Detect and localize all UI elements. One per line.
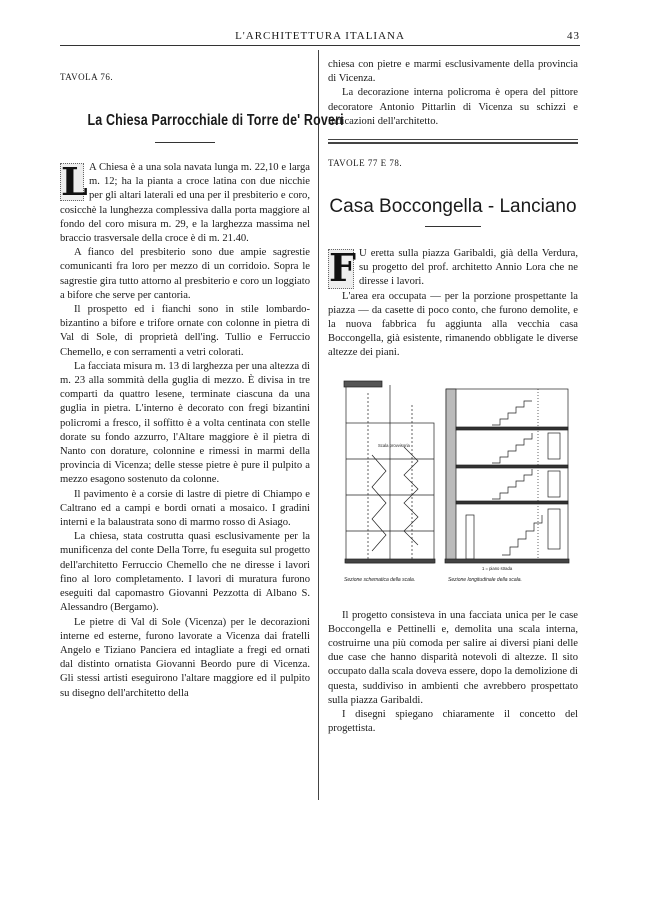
plate-label-left: TAVOLA 76. — [60, 72, 114, 82]
paragraph: I disegni spiegano chiaramente il concetto del progettista. — [328, 709, 578, 735]
column-divider — [318, 50, 319, 800]
paragraph: Il prospetto ed i fianchi sono in stile lombardo-bizantino a bifore e trifore ornate con colonne in pietra di Val di Sole, di proprietà dell'ing. Tullio e Ferruccio Chemello, e con serramenti a vetri colorati. — [60, 304, 310, 358]
header-rule — [60, 45, 580, 46]
paragraph: L'area era occupata — per la porzione prospettante la piazza — da casette di poco conto, che furono demolite, e la nuova fabbrica fu aggiunta alla vecchia casa Boccongella, già esistente, rimanendo obbligate le diverse altezze dei piani. — [328, 290, 578, 359]
page-number: 43 — [567, 30, 580, 42]
journal-title: L'ARCHITETTURA ITALIANA — [235, 30, 405, 42]
left-column — [60, 58, 344, 701]
paragraph: F U eretta sulla piazza Garibaldi, già della Verdura, su progetto del prof. architetto Annio Lora che ne diresse i lavori. — [329, 245, 578, 291]
article-body-right — [328, 247, 578, 361]
right-column — [328, 58, 578, 736]
paragraph: La facciata misura m. 13 di larghezza per una altezza di m. 23 alla sommità della guglia di mezzo. È divisa in tre comparti da quattro lesene, terminate ciascuna da una guglia in pietra. L'interno è decorato con fregi bizantini policromi a fresco, il soffitto è a volta centinata con stelle dorate su fondo azzurro, l'Altare maggiore è il pietra di Nanto con dorature, colonnine e rimessi in marmi della provincia di Vicenza; delle stesse pietre è pure il pulpito a mezzo esagono sostenuto da colonne. — [60, 360, 310, 486]
title-rule-left — [155, 142, 215, 143]
plate-label-right: TAVOLE 77 E 78. — [328, 158, 403, 169]
paragraph: A fianco del presbiterio sono due ampie sagrestie comunicanti fra loro per mezzo di un corridoio. Sopra le sagrestie gira tutto attorno al presbiterio e coro un loggiato a bifore che serve per cantoria. — [60, 247, 310, 301]
running-header — [60, 30, 580, 44]
article-body-left — [60, 161, 310, 701]
figure-caption-left: Sezione schematica della scala. — [344, 576, 416, 583]
staircase-section-drawing — [342, 375, 572, 587]
drawing-label: 1 = piano strada — [482, 565, 513, 571]
paragraph: Il pavimento è a corsie di lastre di pietre di Chiampo e Caltrano ed a campi e bordi ornati a mosaico. I gradini interni e la balaustrata sono di marmo rosso di Asiago. — [60, 488, 310, 529]
drop-cap-f: F — [329, 245, 356, 291]
article-title-left: La Chiesa Parrocchiale di Torre de' Roveri — [87, 112, 344, 129]
title-rule-right — [425, 226, 481, 227]
continuation-paragraph: La decorazione interna policroma è opera del pittore decoratore Antonio Pittarlin di Vicenza su schizzi e indicazioni dell'architetto. — [328, 87, 578, 127]
article-body-right-continued — [328, 609, 578, 737]
article-title-right: Casa Boccongella - Lanciano — [329, 196, 577, 218]
paragraph: L A Chiesa è a una sola navata lunga m. 22,10 e larga m. 12; ha la pianta a croce latina con due nicchie per gli altari laterali ed una per il presbiterio e coro, cosicchè la lunghezza complessiva dalla porta maggiore al fondo del coro misura m. 29, e la larghezza massima nel braccio trasversale della croce è di m. 21.40. — [60, 159, 310, 245]
drawing-label: Scala provvisoria — [378, 442, 410, 448]
paragraph: Le pietre di Val di Sole (Vicenza) per le decorazioni interne ed esterne, furono lavorate a Vicenza dai fratelli Angelo e Tiziano Panciera ed intagliate a fregi ed ornati dal distinto ornatista Giovanni Beordo pure di Vicenza. Gli stessi artisti eseguirono l'altare maggiore ed il pulpito su disegno dell'architetto della — [60, 616, 310, 699]
figure-caption-right: Sezione longitudinale della scala. — [448, 576, 522, 583]
architectural-drawing-svg — [342, 375, 572, 575]
section-divider — [328, 139, 578, 144]
paragraph: Il progetto consisteva in una facciata unica per le case Boccongella e Pettinelli e, demolita una scala interna, costruirne una più comoda per salire ai diversi piani delle due case che hanno disparità notevoli di altezze. Il sito occupato dalla scala doveva essere, dopo la demolizione di questa, suddiviso in ambienti che avrebbero prospettato sulla piazza Garibaldi. — [328, 609, 578, 706]
paragraph: La chiesa, stata costrutta quasi esclusivamente per la munificenza del conte Della Torre, fu eseguita sul progetto dell'architetto Ferruccio Chemello che ne diresse i lavori fino al loro completamento. I lavori di muratura furono eseguiti dal capomastro Giovanni Pezzotta di Albano S. Alessandro (Bergamo). — [60, 531, 310, 614]
drop-cap-l: L — [61, 159, 88, 204]
continuation-paragraph: chiesa con pietre e marmi esclusivamente della provincia di Vicenza. — [328, 59, 578, 85]
